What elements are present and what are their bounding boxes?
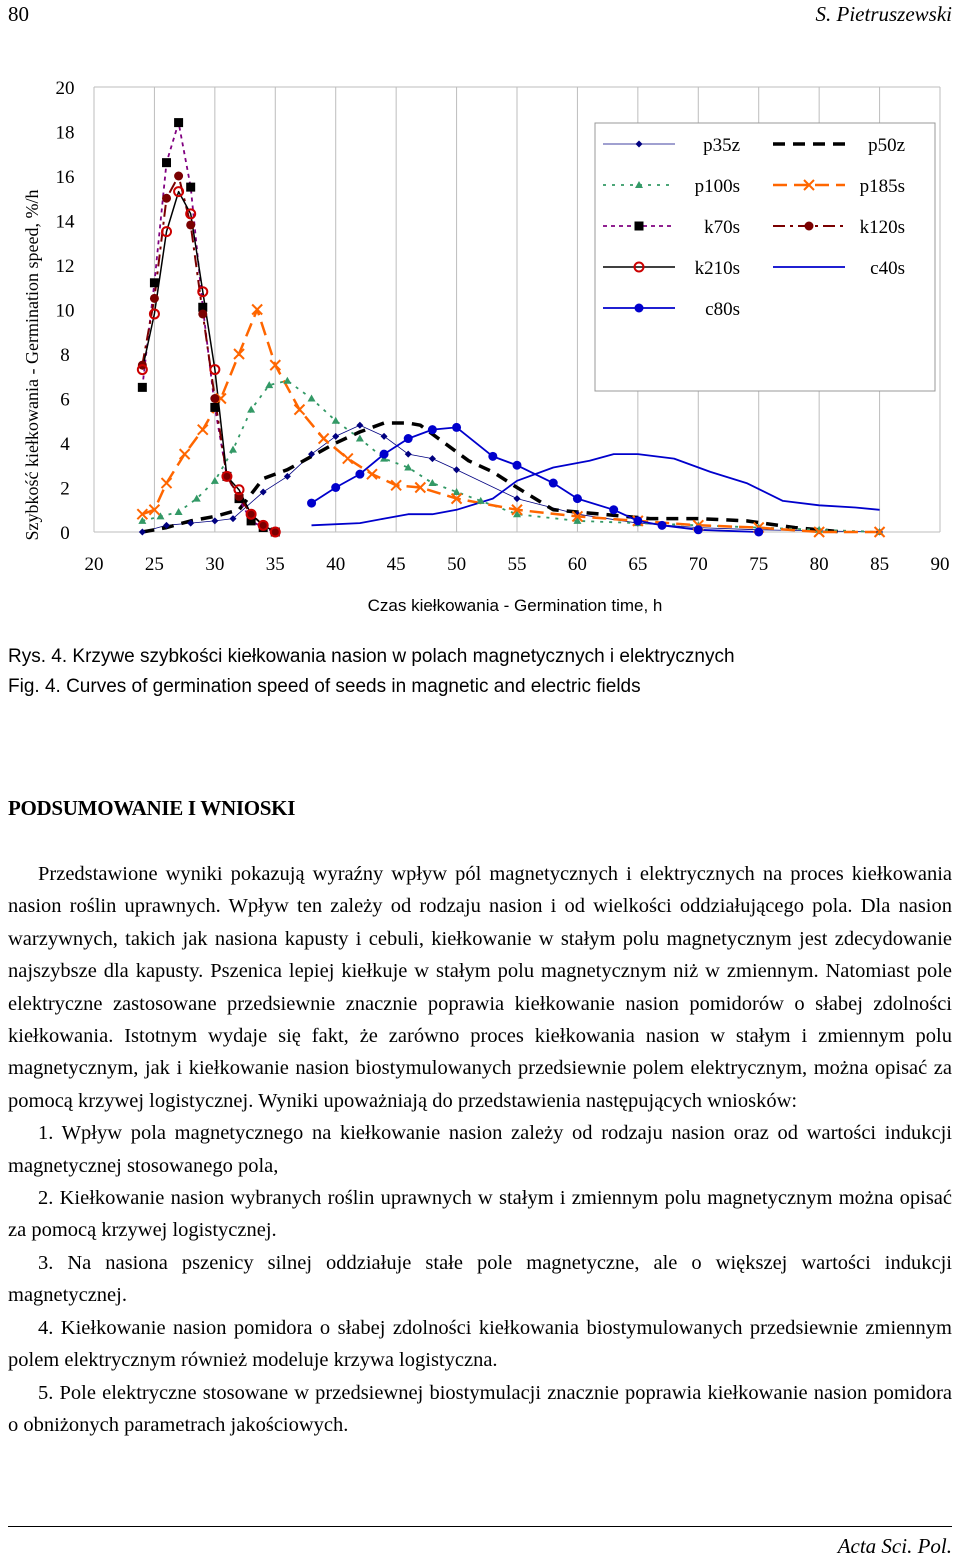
point-c80s (404, 434, 413, 443)
footer-divider (8, 1526, 952, 1527)
point-p185s (162, 478, 172, 488)
journal-name: Acta Sci. Pol. (837, 1534, 952, 1558)
germination-speed-chart (0, 60, 960, 625)
conclusion-item-3: 3. Na nasiona pszenicy silnej oddziałuje stałe pole magnetyczne, ale o większej wartości indukcji magnetycznej. (8, 1251, 952, 1307)
point-p100s (229, 446, 237, 453)
legend-label-c40s: c40s (870, 258, 905, 279)
y-tick-label: 12 (55, 256, 75, 277)
legend-label-p35z: p35z (703, 135, 740, 156)
point-k120s (174, 172, 183, 181)
figure-caption-english: Fig. 4. Curves of germination speed of seeds in magnetic and electric fields (8, 676, 641, 697)
series-line-c80s (312, 427, 759, 532)
point-k70s (186, 183, 195, 192)
y-tick-label: 10 (55, 300, 75, 322)
conclusion-item-5: 5. Pole elektryczne stosowane w przedsiewnej biostymulacji znacznie poprawia kiełkowanie nasion pomidora o obniżonych parametrach jakościowych. (8, 1381, 952, 1436)
point-p35z (356, 422, 363, 429)
point-c80s (549, 479, 558, 488)
x-tick-label: 85 (870, 554, 890, 575)
x-tick-label: 60 (567, 554, 587, 575)
figure-caption-polish: Rys. 4. Krzywe szybkości kiełkowania nasion w polach magnetycznych i elektrycznych (8, 646, 735, 667)
point-p100s (247, 406, 255, 413)
x-tick-label: 55 (507, 554, 527, 575)
point-k120s (162, 194, 171, 203)
y-tick-label: 20 (55, 78, 75, 99)
point-p185s (180, 449, 190, 459)
legend-label-p100s: p100s (694, 176, 740, 197)
point-k120s (186, 220, 195, 229)
point-c80s (609, 505, 618, 514)
conclusions-body (8, 858, 952, 1441)
point-p185s (343, 454, 353, 464)
x-tick-label: 25 (144, 554, 164, 575)
figure-captions (8, 642, 952, 702)
point-p185s (234, 349, 244, 359)
point-p185s (198, 425, 208, 435)
point-c80s (428, 425, 437, 434)
y-tick-label: 14 (55, 211, 75, 233)
conclusion-item-4: 4. Kiełkowanie nasion pomidora o słabej zdolności kiełkowania biostymulowanych przedsiewnie zmiennym polem elektrycznym również modeluje krzywa logistyczna. (8, 1316, 952, 1372)
x-tick-label: 75 (749, 554, 769, 575)
point-p100s (211, 477, 219, 484)
legend-marker-k120s (805, 222, 814, 231)
point-p35z (381, 433, 388, 440)
point-k70s (150, 278, 159, 287)
y-tick-label: 18 (55, 122, 75, 144)
chart-x-axis-label: Czas kiełkowania - Germination time, h (367, 596, 663, 615)
point-k70s (138, 383, 147, 392)
point-c80s (513, 461, 522, 470)
point-c80s (307, 499, 316, 508)
point-p100s (175, 508, 183, 515)
y-tick-label: 8 (60, 345, 70, 366)
chart-y-axis-label: Szybkość kiełkowania - Germination speed, %/h (22, 189, 42, 541)
point-c80s (331, 483, 340, 492)
point-p35z (405, 451, 412, 458)
point-p35z (332, 433, 339, 440)
point-p100s (428, 479, 436, 486)
conclusions-paragraph: Przedstawione wyniki pokazują wyraźny wpływ pól magnetycznych i elektrycznych na proces kiełkowania nasion roślin uprawnych. Wpływ ten zależy od rodzaju nasion i od wielkości oddziałującego pola. Dla nasion warzywnych, takich jak nasiona kapusty i cebuli, kiełkowanie w stałym polu magnetycznym jest zdecydowanie najszybsze dla kapusty. Pszenica lepiej kiełkuje w stałym polu magnetycznym niż w zmiennym. Natomiast pole elektryczne zastosowane przedsiewnie znacznie poprawia kiełkowanie nasion pomidorów o słabej zdolności kiełkowania. Istotnym wydaje się fakt, że zarówno proces kiełkowania nasion w stałym i zmiennym polu magnetycznym, jak i kiełkowanie nasion biostymulowanych przedsiewnie polem elektrycznym, można opisać za pomocą krzywej logistycznej. Wyniki upoważniają do przedstawienia następujących wniosków: (8, 863, 952, 1112)
legend-label-k210s: k210s (694, 258, 740, 279)
point-p35z (514, 495, 521, 502)
legend-box (595, 123, 935, 391)
point-c80s (694, 525, 703, 534)
point-c80s (380, 450, 389, 459)
point-k120s (150, 294, 159, 303)
x-tick-label: 35 (265, 554, 285, 575)
chart-legend (595, 123, 935, 391)
point-p100s (356, 435, 364, 442)
x-tick-label: 45 (386, 554, 406, 575)
conclusion-item-2: 2. Kiełkowanie nasion wybranych roślin uprawnych w stałym i zmiennym polu magnetycznym można opisać za pomocą krzywej logistycznej. (8, 1187, 952, 1242)
point-p35z (453, 466, 460, 473)
y-tick-label: 6 (60, 389, 70, 411)
point-p185s (319, 434, 329, 444)
point-c80s (573, 494, 582, 503)
running-head-author: S. Pietruszewski (815, 2, 952, 26)
legend-label-p185s: p185s (859, 176, 905, 197)
point-k70s (162, 158, 171, 167)
point-p35z (429, 455, 436, 462)
x-tick-label: 30 (205, 554, 225, 575)
x-tick-label: 65 (628, 554, 648, 575)
point-c80s (355, 470, 364, 479)
legend-label-p50z: p50z (868, 135, 905, 156)
page-number: 80 (8, 2, 29, 26)
legend-label-k120s: k120s (859, 217, 905, 238)
point-p185s (294, 405, 304, 415)
conclusion-item-1: 1. Wpływ pola magnetycznego na kiełkowanie nasion zależy od rodzaju nasion oraz od wartości indukcji magnetycznej stosowanego pola, (8, 1122, 952, 1177)
y-tick-label: 4 (60, 434, 70, 455)
y-tick-label: 16 (55, 167, 75, 188)
point-p35z (139, 529, 146, 536)
point-p100s (332, 417, 340, 424)
x-tick-label: 20 (84, 554, 104, 575)
point-k70s (174, 118, 183, 127)
point-p100s (308, 395, 316, 402)
legend-label-k70s: k70s (704, 217, 740, 238)
point-k70s (210, 403, 219, 412)
y-tick-label: 0 (60, 523, 70, 544)
section-title: PODSUMOWANIE I WNIOSKI (8, 796, 296, 820)
legend-marker-c80s (635, 304, 644, 313)
point-k120s (210, 394, 219, 403)
point-c80s (488, 452, 497, 461)
legend-label-c80s: c80s (705, 299, 740, 320)
point-c80s (633, 516, 642, 525)
point-k120s (198, 309, 207, 318)
x-tick-label: 70 (688, 554, 708, 575)
x-tick-label: 40 (326, 554, 346, 575)
point-p185s (367, 469, 377, 479)
point-c80s (754, 528, 763, 537)
x-tick-label: 90 (930, 554, 950, 575)
legend-marker-k70s (635, 222, 644, 231)
x-tick-label: 80 (809, 554, 829, 575)
point-c80s (658, 521, 667, 530)
y-tick-label: 2 (60, 478, 70, 500)
x-tick-label: 50 (447, 554, 467, 575)
point-c80s (452, 423, 461, 432)
